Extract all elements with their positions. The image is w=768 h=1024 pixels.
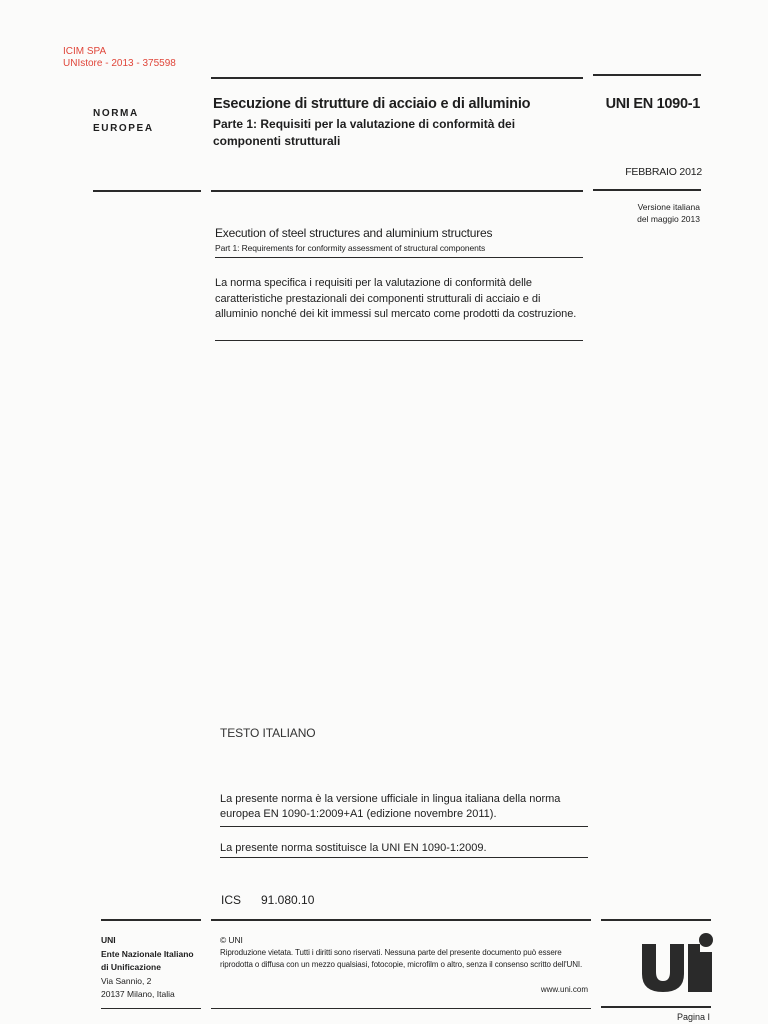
copyright-symbol: © UNI xyxy=(220,935,243,945)
organization-full-line1: Ente Nazionale Italiano xyxy=(101,948,194,959)
version-line1: Versione italiana xyxy=(637,202,700,212)
left-section-rule xyxy=(93,190,201,192)
version-note xyxy=(600,201,700,225)
version-line2: del maggio 2013 xyxy=(637,214,700,224)
top-rule-right xyxy=(593,74,701,76)
ics-label: ICS xyxy=(221,893,242,907)
uni-logo xyxy=(640,930,714,994)
copyright-text: Riproduzione vietata. Tutti i diritti sono riservati. Nessuna parte del presente documento può essere riprodotta o diffusa con un mezzo qualsiasi, fotocopie, microfilm o altro, senza il consenso scritto dell'UNI. xyxy=(220,947,583,969)
english-subtitle: Part 1: Requirements for conformity assessment of structural components xyxy=(215,243,486,253)
english-title: Execution of steel structures and aluminium structures xyxy=(215,226,493,240)
organization-block xyxy=(101,934,194,1002)
watermark-line1: ICIM SPA xyxy=(63,46,107,57)
paragraph1-rule xyxy=(220,826,588,827)
website-link[interactable]: www.uni.com xyxy=(540,985,588,994)
watermark-line2: UNIstore - 2013 - 375598 xyxy=(63,58,176,69)
organization-full-line2: di Unificazione xyxy=(101,962,161,972)
footer-rule-left xyxy=(101,919,201,921)
ics-value: 91.080.10 xyxy=(261,893,315,907)
organization-address1: Via Sannio, 2 xyxy=(101,975,152,986)
official-version-paragraph: La presente norma è la versione ufficiale in lingua italiana della norma europea EN 1090-1:2009+A1 (edizione novembre 2011). xyxy=(220,793,561,820)
replacement-paragraph: La presente norma sostituisce la UNI EN 1090-1:2009. xyxy=(220,842,487,854)
main-section-rule xyxy=(211,190,583,192)
norma-line2: EUROPEA xyxy=(93,123,154,134)
bottom-rule-left xyxy=(101,1008,201,1009)
top-rule-main xyxy=(211,77,583,79)
footer-rule-right xyxy=(601,919,711,921)
scope-description: La norma specifica i requisiti per la valutazione di conformità delle caratteristiche prestazionali dei componenti strutturali di acciaio e di alluminio nonché dei kit immessi sul mercato come prodotti da costruzione. xyxy=(215,277,577,320)
document-subtitle: Parte 1: Requisiti per la valutazione di conformità dei componenti strutturali xyxy=(213,117,516,148)
organization-name: UNI xyxy=(101,935,116,945)
organization-address2: 20137 Milano, Italia xyxy=(101,989,175,999)
norma-line1: NORMA xyxy=(93,108,139,119)
publication-date: FEBBRAIO 2012 xyxy=(625,166,702,178)
right-section-rule xyxy=(593,189,701,191)
document-title: Esecuzione di strutture di acciaio e di alluminio xyxy=(213,96,531,112)
description-rule xyxy=(215,340,583,341)
language-heading: TESTO ITALIANO xyxy=(220,726,316,740)
document-type xyxy=(93,106,154,136)
standard-code: UNI EN 1090-1 xyxy=(605,96,700,112)
page-number: Pagina I xyxy=(676,1012,710,1022)
bottom-rule-main xyxy=(211,1008,591,1009)
footer-rule-main xyxy=(211,919,591,921)
bottom-rule-right xyxy=(601,1006,711,1008)
copyright-block xyxy=(220,934,592,972)
english-rule xyxy=(215,257,583,258)
paragraph2-rule xyxy=(220,857,588,858)
